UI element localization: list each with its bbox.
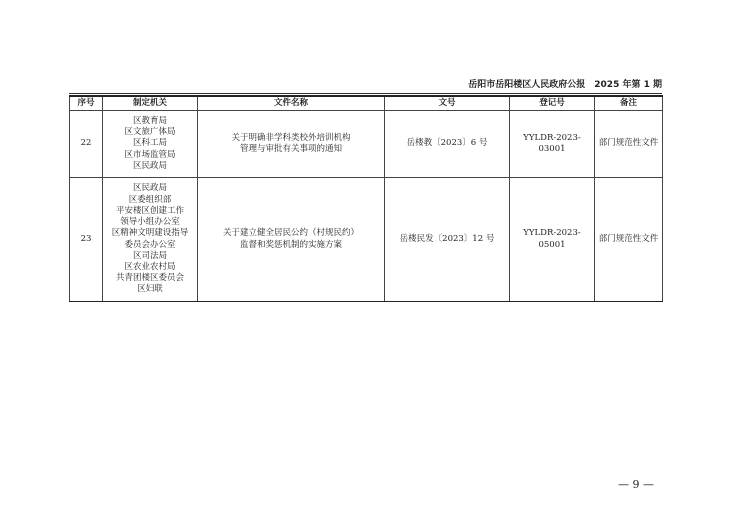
gazette-title: 岳阳市岳阳楼区人民政府公报 2025 年第 1 期	[468, 80, 662, 90]
agency-name: 区文旅广体局	[124, 127, 176, 138]
agency-name: 领导小组办公室	[120, 217, 180, 228]
note: 部门规范性文件	[595, 178, 663, 302]
agency-cell	[103, 111, 198, 178]
row-index: 23	[70, 178, 103, 302]
row-index: 22	[70, 111, 103, 178]
document-title-line: 监督和奖惩机制的实施方案	[239, 239, 342, 250]
column-header-index: 序号	[70, 96, 103, 111]
agency-name: 共青团楼区委员会	[115, 273, 184, 284]
agency-name: 区司法局	[132, 250, 167, 261]
agency-name: 区教育局	[132, 115, 167, 126]
agency-name: 区委组织部	[128, 194, 172, 205]
page-number: — 9 —	[618, 478, 654, 491]
agency-cell	[103, 178, 198, 302]
agency-name: 平安楼区创建工作	[115, 205, 184, 216]
document-title-cell	[198, 178, 385, 302]
document-title-cell	[198, 111, 385, 178]
agency-name: 区民政局	[132, 183, 167, 194]
table-row	[70, 111, 663, 178]
agency-name: 区市场监管局	[124, 149, 176, 160]
note: 部门规范性文件	[595, 111, 663, 178]
table-row	[70, 178, 663, 302]
agency-name: 区农业农村局	[124, 261, 176, 272]
registration-number: YYLDR-2023-05001	[510, 178, 595, 302]
document-title-line: 关于明确非学科类校外培训机构	[231, 132, 351, 143]
page-header	[69, 79, 662, 94]
document-registry-table	[69, 95, 663, 302]
document-number: 岳楼民发〔2023〕12 号	[385, 178, 510, 302]
column-header-doc-no: 文号	[385, 96, 510, 111]
column-header-note: 备注	[595, 96, 663, 111]
agency-name: 区科工局	[132, 138, 167, 149]
column-header-reg-no: 登记号	[510, 96, 595, 111]
column-header-agency: 制定机关	[103, 96, 198, 111]
agency-name: 区精神文明建设指导	[111, 228, 189, 239]
document-title-line: 关于建立健全居民公约（村规民约）	[222, 228, 359, 239]
agency-name: 委员会办公室	[124, 239, 176, 250]
document-number: 岳楼教〔2023〕6 号	[385, 111, 510, 178]
registration-number: YYLDR-2023-03001	[510, 111, 595, 178]
column-header-title: 文件名称	[198, 96, 385, 111]
agency-name: 区民政局	[132, 160, 167, 171]
table-header-row	[70, 96, 663, 111]
document-title-line: 管理与审批有关事项的通知	[239, 144, 342, 154]
agency-name: 区妇联	[137, 284, 163, 295]
